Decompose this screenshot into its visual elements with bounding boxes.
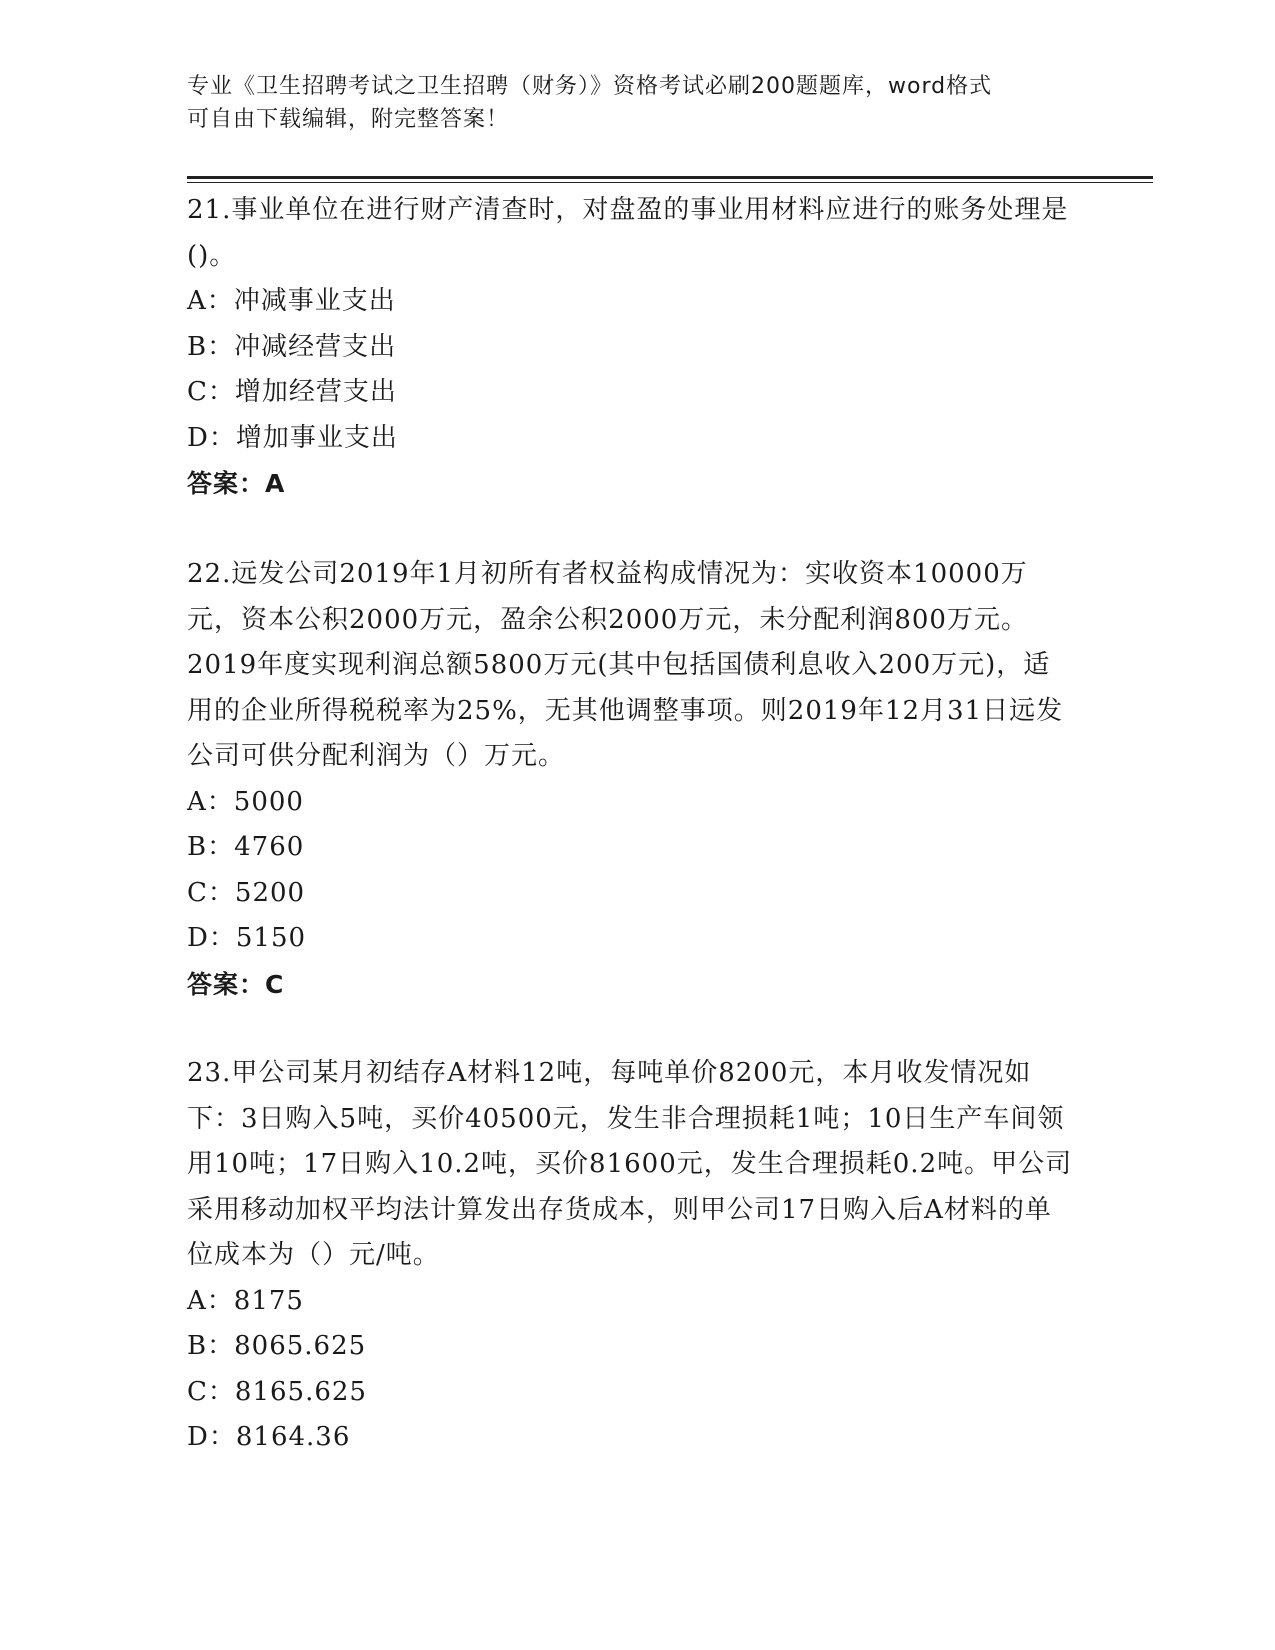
option-text: 8165.625 [234, 1376, 367, 1407]
option-text: 5200 [234, 877, 306, 908]
header-line-2: 可自由下载编辑，附完整答案！ [187, 107, 510, 132]
question-21 [187, 188, 1077, 507]
option-key: C： [187, 877, 235, 908]
question-22 [187, 552, 1077, 1007]
option-a [187, 780, 1077, 826]
option-text: 冲减事业支出 [233, 286, 396, 316]
option-a [187, 279, 1077, 325]
option-key: C： [187, 1376, 235, 1407]
option-key: A： [187, 286, 234, 316]
question-stem: 23.甲公司某月初结存A材料12吨，每吨单价8200元，本月收发情况如下：3日购入5吨，买价40500元，发生非合理损耗1吨；10日生产车间领用10吨；17日购入10.2吨，买价81600元，发生合理损耗0.2吨。甲公司采用移动加权平均法计算发出存货成本，则甲公司17日购入后A材料的单位成本为（）元/吨。 [187, 1058, 1073, 1270]
option-text: 4760 [234, 832, 305, 862]
option-b [187, 1324, 1077, 1370]
option-key: C： [187, 377, 235, 407]
option-key: B： [187, 1331, 235, 1361]
document-header [187, 70, 1067, 136]
question-stem: 22.远发公司2019年1月初所有者权益构成情况为：实收资本10000万元，资本公积2000万元，盈余公积2000万元，未分配利润800万元。2019年度实现利润总额5800万元(其中包括国债利息收入200万元)，适用的企业所得税税率为25%，无其他调整事项。则2019年12月31日远发公司可供分配利润为（）万元。 [187, 559, 1064, 771]
option-b [187, 325, 1077, 371]
option-text: 增加事业支出 [235, 422, 398, 453]
option-key: A： [187, 786, 234, 817]
option-text: 8164.36 [235, 1422, 351, 1452]
option-text: 冲减经营支出 [234, 331, 397, 362]
option-text: 8065.625 [234, 1331, 367, 1361]
option-text: 5000 [233, 786, 304, 817]
header-divider-thin [187, 182, 1153, 183]
answer-label: 答案：A [187, 469, 286, 498]
option-d [187, 416, 1077, 462]
option-c [187, 1370, 1077, 1416]
option-key: B： [187, 832, 235, 862]
option-c [187, 871, 1077, 917]
option-key: D： [187, 422, 236, 453]
option-text: 8175 [233, 1285, 304, 1316]
option-key: B： [187, 331, 235, 362]
option-key: D： [187, 1422, 236, 1452]
header-line-1: 专业《卫生招聘考试之卫生招聘（财务）》资格考试必刷200题题库，word格式 [187, 74, 993, 99]
option-d [187, 916, 1077, 962]
option-a [187, 1279, 1077, 1325]
option-c [187, 370, 1077, 416]
header-divider-thick [187, 176, 1153, 179]
option-key: D： [187, 923, 236, 953]
question-stem: 21.事业单位在进行财产清查时，对盘盈的事业用材料应进行的账务处理是()。 [187, 195, 1069, 271]
answer-label: 答案：C [187, 969, 285, 999]
option-b [187, 825, 1077, 871]
option-text: 增加经营支出 [234, 377, 397, 407]
option-text: 5150 [235, 923, 307, 953]
question-23 [187, 1051, 1077, 1461]
option-d [187, 1415, 1077, 1461]
option-key: A： [187, 1285, 234, 1316]
